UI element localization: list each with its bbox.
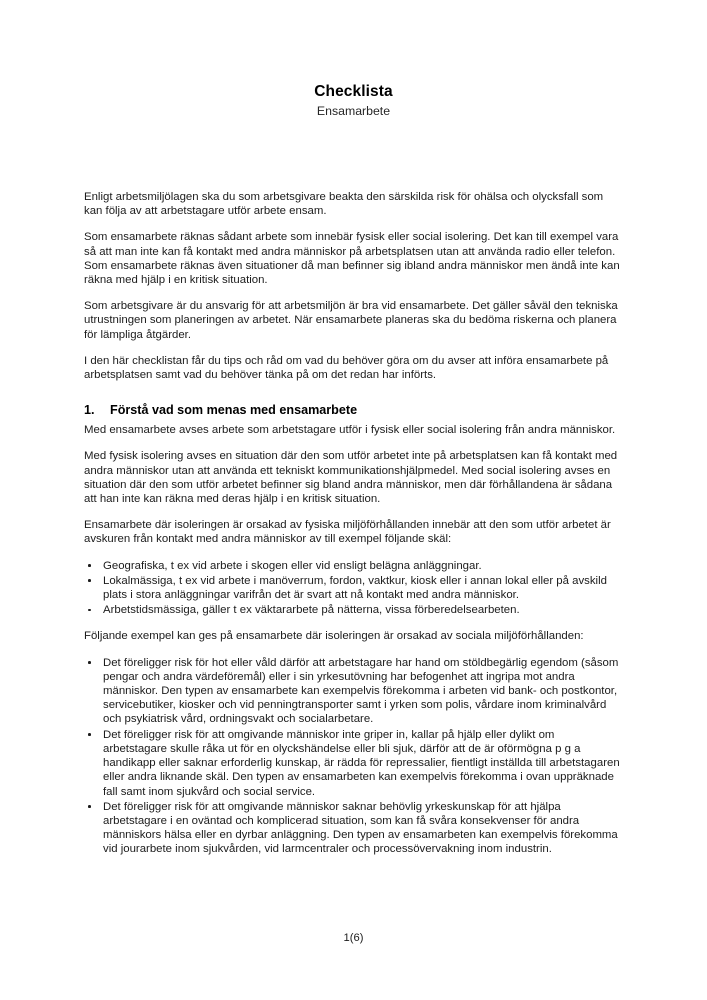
intro-paragraph-3: Som arbetsgivare är du ansvarig för att arbetsmiljön är bra vid ensamarbete. Det gäller såväl den tekniska utrustningen som planeringen av arbetet. När ensamarbete planeras ska du bedöma riskerna och planera för lämpliga åtgärder. — [84, 300, 618, 341]
list-item — [84, 574, 621, 602]
list-item — [84, 559, 621, 573]
list-item-text: Arbetstidsmässiga, gäller t ex väktararbete på nätterna, vissa förberedelsearbeten. — [103, 604, 520, 617]
page-subtitle: Ensamarbete — [316, 104, 391, 118]
bullet-icon — [88, 805, 91, 808]
section-paragraph-2: Med fysisk isolering avses en situation där den som utför arbetet inte på arbetsplatsen kan få kontakt med andra människor utan att använda ett tekniskt kommunikationshjälpmedel. Med social isolering avses en situation där den som utför arbetet befinner sig bland andra människor, men där förhållandena är sådana att han inte kan räkna med deras hjälp i en kritisk situation. — [84, 450, 618, 506]
list-item-text: Det föreligger risk för hot eller våld därför att arbetstagare har hand om stöldbegärlig egendom (såsom pengar och andra värdeföremål) eller i sin yrkesutövning har befogenhet att ingripa mot andra människor. Den typen av ensamarbete kan exempelvis förekomma i arbeten vid bank- och postkontor, servicebutiker, kiosker och vid penningtransporter samt i yrken som polis, vårdare inom kriminalvård och psykiatrisk vård, ordningsvakt och socialarbetare. — [103, 656, 619, 726]
list-item-text: Lokalmässiga, t ex vid arbete i manöverrum, fordon, vaktkur, kiosk eller i annan lokal eller på avskild plats i stora anläggningar varifrån det är svart att nå kontakt med andra människor. — [103, 574, 607, 602]
list-item-text: Geografiska, t ex vid arbete i skogen eller vid ensligt belägna anläggningar. — [103, 559, 482, 572]
page-number: 1(6) — [343, 932, 364, 944]
intro-paragraph-2: Som ensamarbete räknas sådant arbete som innebär fysisk eller social isolering. Det kan till exempel vara så att man inte kan få kontakt med andra människor på arbetsplatsen utan att använda radio eller telefon. Som ensamarbete räknas även situationer då man befinner sig ibland andra människor men ändå inte kan räkna med hjälp i en kritisk situation. — [84, 231, 620, 287]
bullet-icon — [88, 609, 91, 612]
intro-paragraph-4: I den här checklistan får du tips och råd om vad du behöver göra om du avser att införa ensamarbete på arbetsplatsen samt vad du behöver tänka på om det redan har införts. — [84, 354, 609, 382]
bullet-icon — [88, 564, 91, 567]
section-heading-1 — [84, 402, 621, 418]
list-item-text: Det föreligger risk för att omgivande människor inte griper in, kallar på hjälp eller dylikt om arbetstagare skulle råka ut för en olyckshändelse eller bli sjuk, därför att de är oförmögna p g a handikapp eller saknar erforderlig kunskap, är rädda för repressalier, fientligt inställda till arbetstagaren eller andra liknande skäl. Den typen av ensamarbeten kan exempelvis förekomma i ovan uppräknade fall samt inom sjukvård och social service. — [103, 728, 620, 798]
physical-isolation-list — [84, 559, 621, 618]
list-item — [84, 656, 621, 727]
list-item — [84, 800, 621, 857]
list-item — [84, 603, 621, 617]
section-paragraph-1: Med ensamarbete avses arbete som arbetstagare utför i fysisk eller social isolering från andra människor. — [84, 424, 616, 437]
section-title: Förstå vad som menas med ensamarbete — [110, 403, 358, 418]
page-footer — [0, 931, 707, 945]
document-body — [84, 190, 621, 869]
social-isolation-intro: Följande exempel kan ges på ensamarbete där isoleringen är orsakad av sociala miljöförhållanden: — [84, 630, 584, 643]
bullet-icon — [88, 733, 91, 736]
page-title: Checklista — [314, 83, 393, 100]
social-isolation-list — [84, 656, 621, 857]
list-item-text: Det föreligger risk för att omgivande människor saknar behövlig yrkeskunskap för att hjälpa arbetstagare i en oväntad och komplicerad situation, som kan få svåra konsekvenser för andra människors hälsa eller en dyrbar anläggning. Den typen av ensamarbeten kan exempelvis förekomma vid jourarbete inom sjukvården, vid larmcentraler och processövervakning inom industrin. — [103, 800, 618, 856]
bullet-icon — [88, 661, 91, 664]
section-number: 1. — [84, 403, 95, 418]
list-item — [84, 728, 621, 799]
intro-paragraph-1: Enligt arbetsmiljölagen ska du som arbetsgivare beakta den särskilda risk för ohälsa och olycksfall som kan följa av att arbetstagare utför arbete ensam. — [84, 191, 604, 218]
section-paragraph-3: Ensamarbete där isoleringen är orsakad av fysiska miljöförhållanden innebär att den som utför arbetet är avskuren från kontakt med andra människor av till exempel följande skäl: — [84, 519, 611, 546]
bullet-icon — [88, 579, 91, 582]
document-header — [0, 82, 707, 119]
